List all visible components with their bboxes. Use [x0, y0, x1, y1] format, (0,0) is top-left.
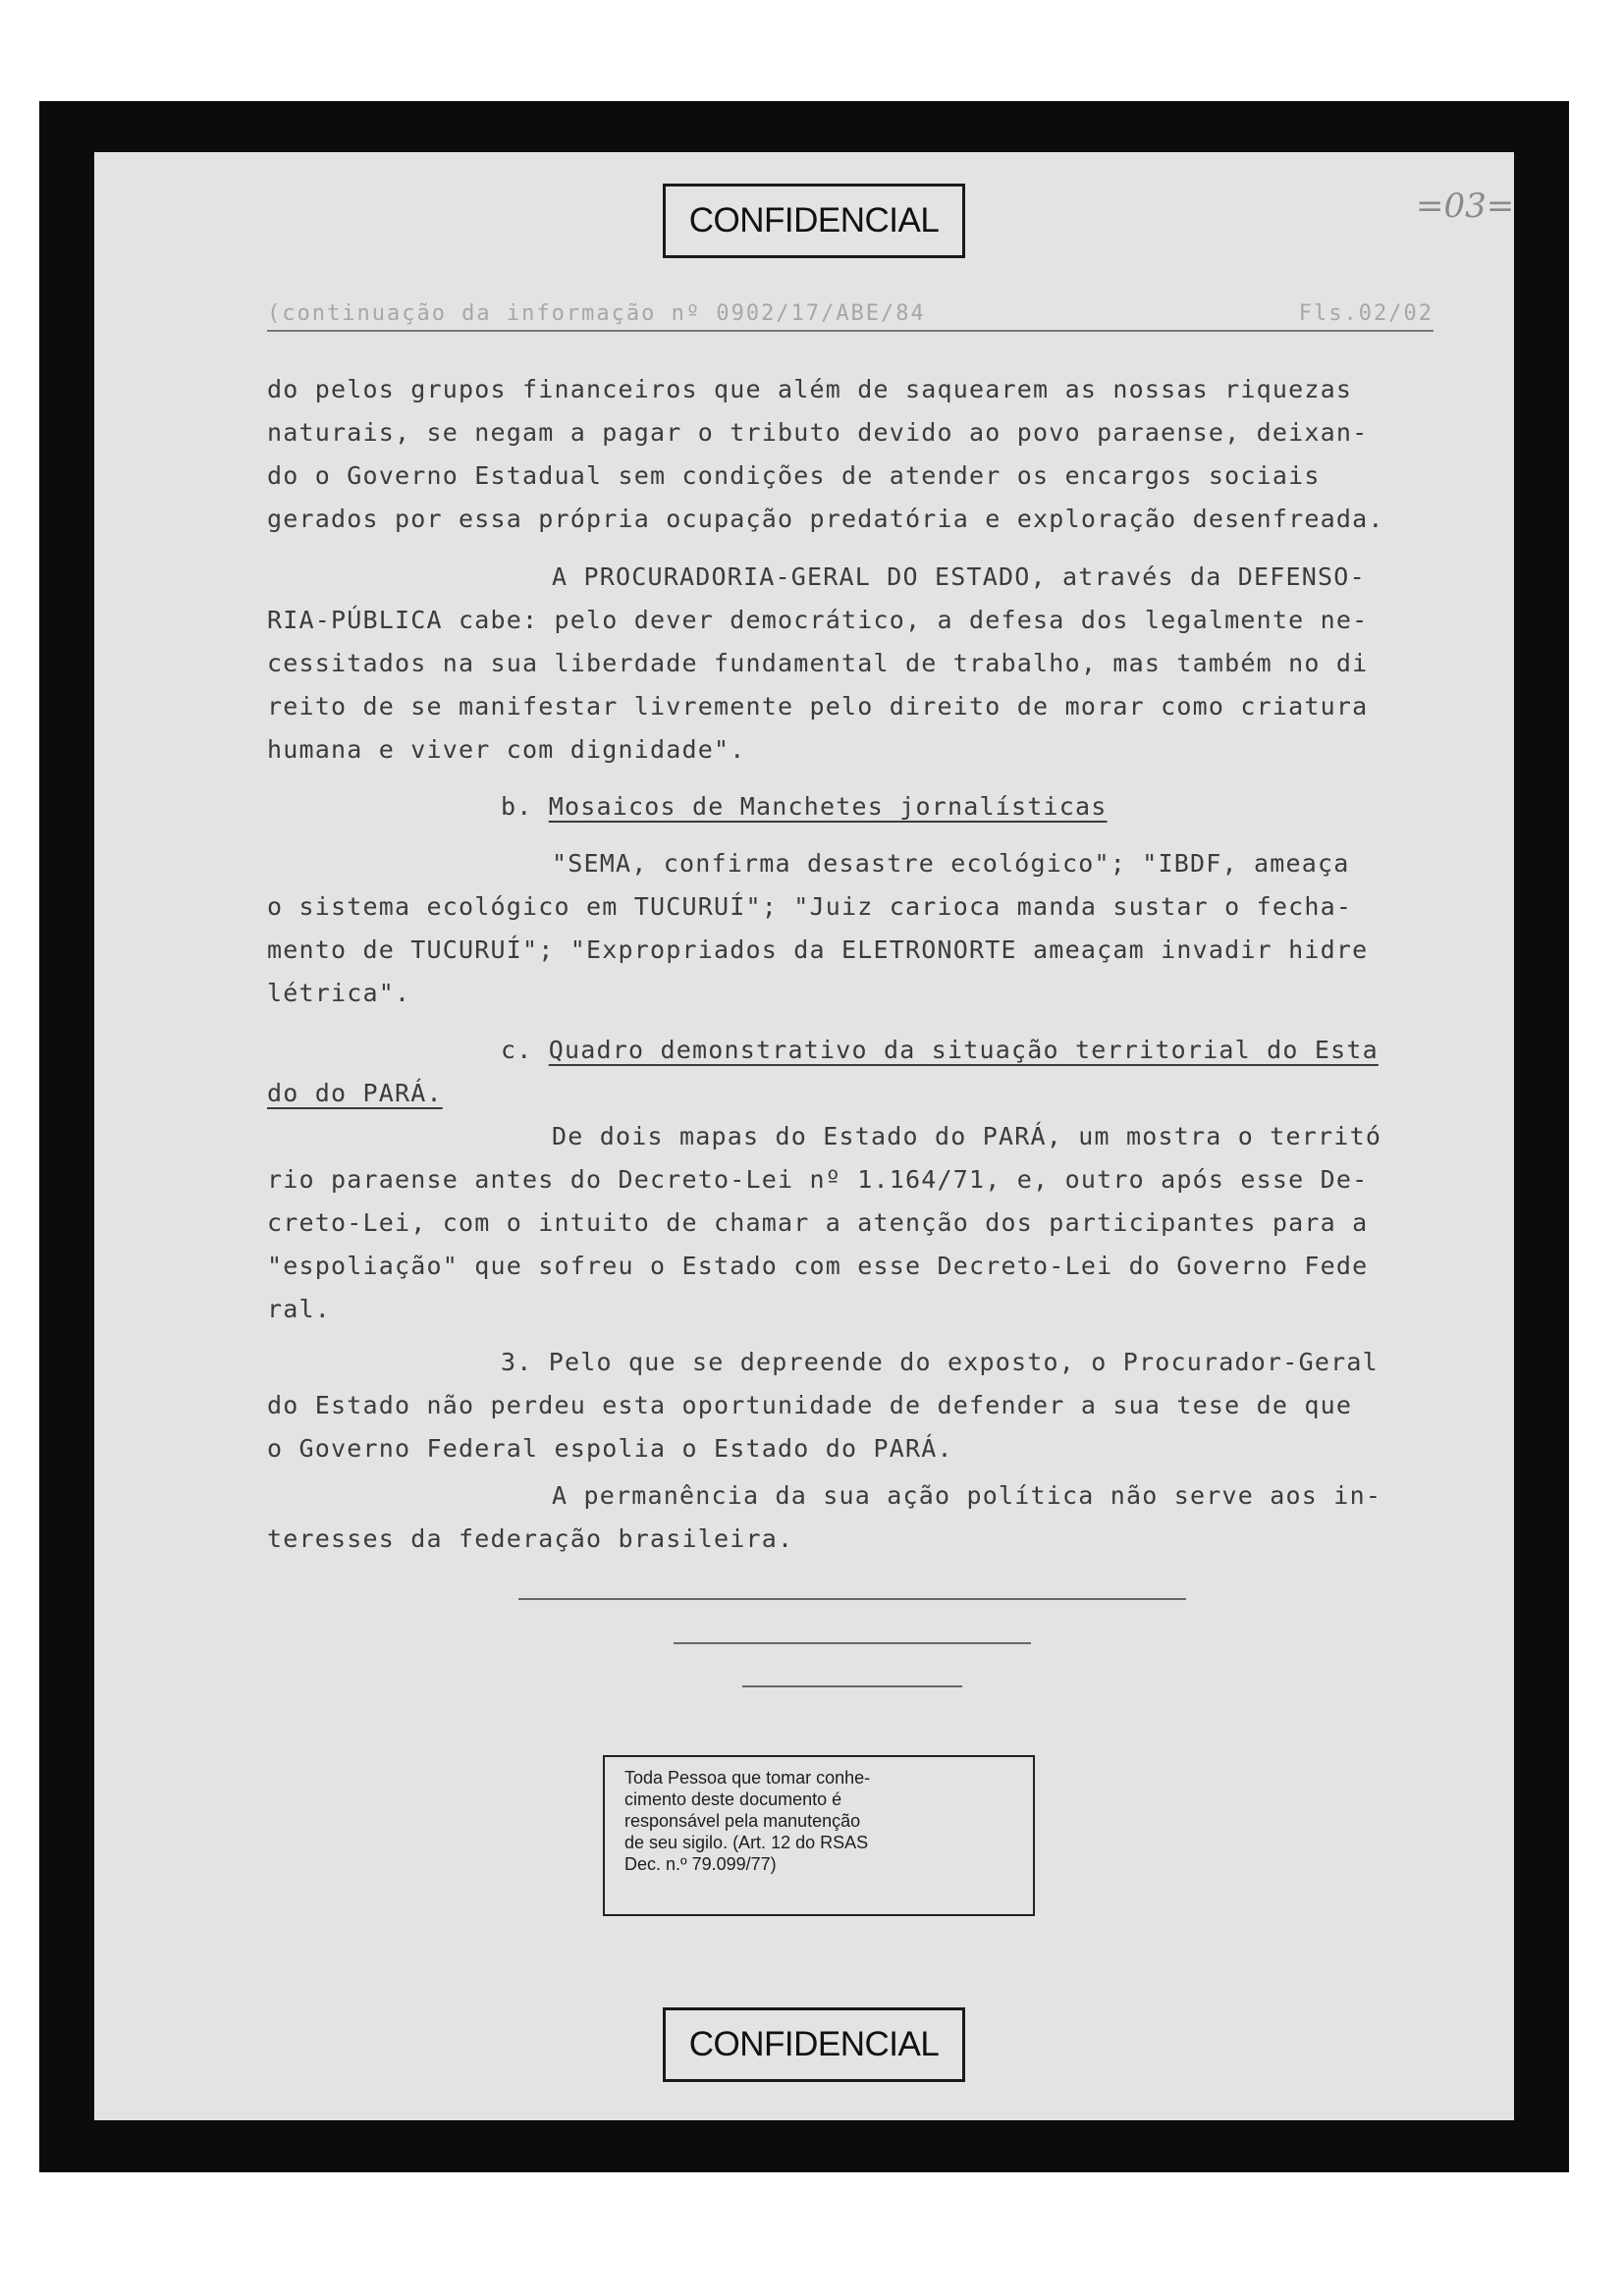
paragraph-6: [267, 1474, 1445, 1561]
text-line: do o Governo Estadual sem condições de atender os encargos sociais: [267, 461, 1321, 490]
section-c-title-line-1: Quadro demonstrativo da situação territorial do Esta: [548, 1036, 1379, 1064]
confidentiality-notice: [603, 1755, 1035, 1916]
text-line: do pelos grupos financeiros que além de saquearem as nossas riquezas: [267, 375, 1353, 403]
paragraph-5: [267, 1341, 1445, 1470]
paragraph-3: [267, 842, 1445, 1015]
text-line: A PROCURADORIA-GERAL DO ESTADO, através da DEFENSO-: [552, 562, 1366, 591]
section-b-marker: b.: [501, 792, 549, 821]
page-number: =03=: [1416, 187, 1515, 226]
text-line: o sistema ecológico em TUCURUÍ"; "Juiz carioca manda sustar o fecha-: [267, 892, 1353, 921]
text-line: o Governo Federal espolia o Estado do PARÁ.: [267, 1434, 953, 1463]
document-header: [267, 294, 1434, 332]
notice-line: cimento deste documento é: [624, 1789, 842, 1809]
text-line: De dois mapas do Estado do PARÁ, um mostra o territó: [552, 1122, 1382, 1150]
section-c-heading: [267, 1029, 1445, 1115]
text-line: ral.: [267, 1295, 332, 1323]
text-line: "espoliação" que sofreu o Estado com esse Decreto-Lei do Governo Fede: [267, 1252, 1369, 1280]
confidential-stamp-top: CONFIDENCIAL: [663, 184, 965, 258]
header-reference: (continuação da informação nº 0902/17/ABE/84: [267, 301, 926, 326]
text-line: teresses da federação brasileira.: [267, 1524, 794, 1553]
notice-line: responsável pela manutenção: [624, 1811, 861, 1831]
section-c-title-line-2: do do PARÁ.: [267, 1079, 443, 1107]
paragraph-4: [267, 1115, 1445, 1331]
header-folio: Fls.02/02: [1298, 301, 1434, 326]
notice-line: Toda Pessoa que tomar conhe-: [624, 1768, 871, 1788]
notice-line: Dec. n.º 79.099/77): [624, 1854, 777, 1874]
notice-line: de seu sigilo. (Art. 12 do RSAS: [624, 1833, 869, 1852]
text-line: gerados por essa própria ocupação predatória e exploração desenfreada.: [267, 505, 1384, 533]
text-line: humana e viver com dignidade".: [267, 735, 746, 764]
text-line: do Estado não perdeu esta oportunidade de defender a sua tese de que: [267, 1391, 1353, 1419]
confidential-stamp-bottom: CONFIDENCIAL: [663, 2007, 965, 2082]
text-line: naturais, se negam a pagar o tributo devido ao povo paraense, deixan-: [267, 418, 1369, 447]
paragraph-1: [267, 368, 1445, 541]
text-line: creto-Lei, com o intuito de chamar a atenção dos participantes para a: [267, 1208, 1369, 1237]
section-b-heading: [267, 785, 1445, 828]
text-line: létrica".: [267, 979, 411, 1007]
text-line: A permanência da sua ação política não serve aos in-: [552, 1481, 1382, 1510]
text-line: rio paraense antes do Decreto-Lei nº 1.164/71, e, outro após esse De-: [267, 1165, 1369, 1194]
text-line: reito de se manifestar livremente pelo direito de morar como criatura: [267, 692, 1369, 721]
paragraph-2: [267, 556, 1445, 772]
closing-rule-2: [674, 1642, 1031, 1644]
text-line: mento de TUCURUÍ"; "Expropriados da ELETRONORTE ameaçam invadir hidre: [267, 935, 1369, 964]
section-c-marker: c.: [501, 1036, 549, 1064]
text-line: "SEMA, confirma desastre ecológico"; "IBDF, ameaça: [552, 849, 1350, 878]
text-line: cessitados na sua liberdade fundamental de trabalho, mas também no di: [267, 649, 1369, 677]
text-line: 3. Pelo que se depreende do exposto, o Procurador-Geral: [501, 1348, 1379, 1376]
closing-rule-3: [742, 1685, 962, 1687]
text-line: RIA-PÚBLICA cabe: pelo dever democrático, a defesa dos legalmente ne-: [267, 606, 1369, 634]
closing-rule-1: [518, 1598, 1186, 1600]
section-b-title: Mosaicos de Manchetes jornalísticas: [548, 792, 1108, 821]
